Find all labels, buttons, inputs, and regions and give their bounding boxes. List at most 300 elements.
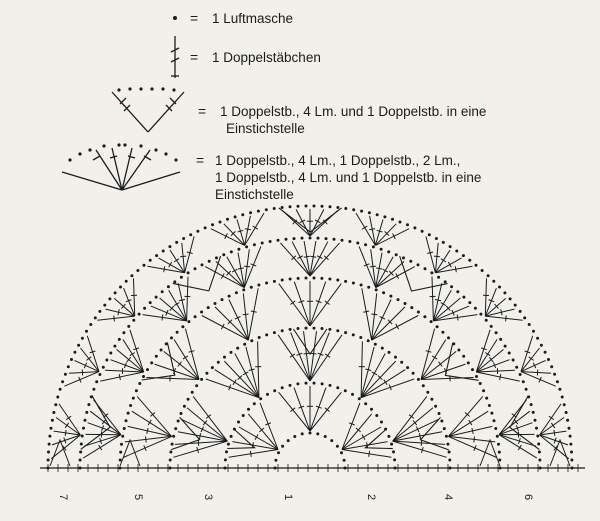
chain-dot — [388, 351, 391, 354]
chain-dot — [503, 291, 506, 294]
chain-dot — [490, 412, 493, 415]
stitch-bar — [363, 311, 369, 312]
chain-dot — [281, 279, 284, 282]
fan-stitch-group — [393, 396, 447, 457]
double-stitch — [372, 293, 377, 340]
chain-dot — [309, 432, 312, 435]
chain-dot — [305, 382, 308, 385]
chain-dot — [570, 459, 573, 462]
chain-dot — [437, 276, 440, 279]
double-stitch — [123, 339, 144, 372]
fan-stitch-group — [211, 213, 264, 245]
chain-dot — [182, 237, 185, 240]
chain-dot — [174, 427, 177, 430]
chain-dot — [273, 280, 276, 283]
double-stitch — [393, 396, 427, 441]
double-stitch — [448, 426, 492, 436]
chain-dot — [89, 323, 92, 326]
chain-dot — [390, 443, 393, 446]
stitch-bar — [419, 433, 420, 439]
double-stitch — [128, 426, 172, 436]
double-stitch — [448, 396, 482, 436]
chain-dot — [333, 238, 336, 241]
chain-dot — [523, 316, 526, 319]
double-stitch — [393, 432, 442, 441]
stitch-bar — [469, 420, 472, 425]
chain-dot — [336, 329, 339, 332]
chain-dot — [201, 263, 204, 266]
fan-stitch-group — [279, 281, 342, 326]
chain-dot — [382, 291, 385, 294]
chain-dot — [336, 445, 339, 448]
double-stitch — [433, 290, 451, 321]
chain-dot — [383, 215, 386, 218]
chain-dot — [194, 315, 197, 318]
stitch-bar — [304, 353, 310, 354]
chain-dot — [569, 443, 572, 446]
chain-dot — [475, 264, 478, 267]
chain-dot — [467, 361, 470, 364]
chain-dot — [397, 298, 400, 301]
chain-dot — [430, 320, 433, 323]
chain-dot — [515, 366, 518, 369]
v-shell-group — [173, 256, 221, 291]
stitch-bar — [371, 314, 377, 315]
double-stitch — [52, 435, 80, 445]
v-shell — [173, 256, 221, 291]
chain-dot — [208, 260, 211, 263]
v-shell — [227, 429, 254, 448]
stitch-bar — [529, 357, 534, 361]
chain-dot — [94, 316, 97, 319]
chain-dot — [187, 320, 190, 323]
chain-dot — [168, 245, 171, 248]
chain-dot — [249, 211, 252, 214]
stitch-bar — [238, 268, 244, 269]
stitch-bar — [255, 435, 258, 440]
chain-dot — [123, 427, 126, 430]
stitch-bar — [362, 226, 367, 229]
double-stitch — [87, 336, 99, 372]
row-label: 4 — [442, 493, 454, 501]
stitch-bar — [311, 353, 317, 354]
double-stitch — [476, 339, 497, 372]
chain-dot — [509, 297, 512, 300]
legend-equals-4: = — [196, 152, 205, 168]
chain-dot — [424, 267, 427, 270]
chain-dot — [434, 405, 437, 408]
chain-dot — [395, 253, 398, 256]
chain-dot — [167, 285, 170, 288]
chain-dot — [169, 451, 172, 454]
stitch-bar — [66, 416, 71, 419]
stitch-bar — [164, 266, 165, 272]
double-stitch — [215, 307, 248, 340]
stitch-bar — [250, 451, 251, 457]
stitch-bar — [99, 445, 102, 450]
v-shell-group — [81, 395, 110, 449]
chain-dot — [495, 331, 498, 334]
double-stitch — [74, 360, 99, 371]
chain-dot — [226, 218, 229, 221]
chain-dot — [237, 248, 240, 251]
stitch-bar — [179, 300, 185, 301]
double-stitch — [310, 388, 326, 431]
chain-dot — [245, 245, 248, 248]
double-stitch — [202, 316, 249, 341]
chain-dot — [109, 352, 112, 355]
double-stitch — [485, 316, 522, 320]
chain-dot — [352, 208, 355, 211]
chain-dot — [364, 402, 367, 405]
chain-dot — [547, 358, 550, 361]
chain-dot — [550, 365, 553, 368]
chain-dot — [430, 398, 433, 401]
chain-dot — [222, 253, 225, 256]
double-stitch — [137, 396, 171, 436]
chain-dot — [498, 451, 501, 454]
fan-stitch-group — [229, 403, 278, 457]
chain-dot — [426, 391, 429, 394]
chain-dot — [305, 277, 308, 280]
double-stitch — [243, 293, 248, 340]
stitch-bar — [147, 428, 148, 434]
chain-dot — [143, 264, 146, 267]
edge-triangle — [550, 440, 570, 466]
chain-dot — [471, 368, 474, 371]
chain-dot — [217, 361, 220, 364]
chain-dot — [485, 319, 488, 322]
chain-dot — [367, 339, 370, 342]
stitch-bar — [472, 428, 473, 434]
chain-dot — [423, 315, 426, 318]
chain-dot — [187, 398, 190, 401]
fan-stitch-group — [206, 341, 261, 397]
fan-stitch-group — [97, 278, 137, 321]
stitch-bar — [200, 433, 201, 439]
chain-dot — [230, 250, 233, 253]
chain-dot — [462, 254, 465, 257]
chain-dot — [313, 327, 316, 330]
stitch-bar — [65, 423, 69, 428]
fan-stitch-group — [100, 330, 143, 381]
chain-dot — [85, 330, 88, 333]
stitch-bar — [506, 315, 507, 321]
chain-dot — [325, 237, 328, 240]
chain-dot — [367, 286, 370, 289]
double-stitch — [83, 435, 121, 458]
chain-dot — [281, 329, 284, 332]
chain-dot — [532, 330, 535, 333]
double-stitch — [185, 236, 195, 272]
chain-dot — [48, 435, 51, 438]
chain-dot — [132, 319, 135, 322]
chain-dot — [321, 382, 324, 385]
stitch-bar — [146, 436, 147, 442]
chain-dot — [265, 333, 268, 336]
stitch-bar — [370, 266, 376, 267]
chain-dot — [230, 351, 233, 354]
edge-triangle — [50, 440, 70, 466]
chain-dot — [321, 327, 324, 330]
chain-dot — [450, 285, 453, 288]
chain-dot — [392, 450, 395, 453]
stitch-bar — [325, 354, 330, 357]
chain-dot — [492, 280, 495, 283]
chain-dot — [274, 459, 277, 462]
chain-dot — [108, 297, 111, 300]
chain-dot — [102, 366, 105, 369]
chain-dot — [474, 307, 477, 310]
chain-dot — [321, 205, 324, 208]
chain-dot — [258, 336, 261, 339]
chain-dot — [393, 458, 396, 461]
chain-dot — [149, 301, 152, 304]
fan-stitch-group — [476, 330, 519, 381]
chain-dot — [225, 450, 228, 453]
chain-dot — [98, 373, 101, 376]
stitch-bar — [290, 301, 295, 305]
chain-dot — [281, 386, 284, 389]
double-stitch — [64, 372, 99, 387]
chain-dot — [404, 302, 407, 305]
chain-dot — [84, 419, 87, 422]
double-stitch — [294, 282, 310, 326]
chain-dot — [519, 310, 522, 313]
double-stitch — [485, 278, 486, 316]
chain-dot — [287, 439, 290, 442]
stitch-bar — [162, 315, 163, 321]
double-stitch — [97, 316, 134, 320]
chain-dot — [52, 411, 55, 414]
chain-dot — [230, 435, 233, 438]
fan-stitch-group — [146, 329, 199, 382]
chain-dot — [143, 307, 146, 310]
chain-dot — [181, 325, 184, 328]
chain-dot — [490, 325, 493, 328]
legend-equals-3: = — [198, 103, 207, 119]
stitch-bar — [384, 380, 387, 385]
chain-dot — [487, 274, 490, 277]
chain-dot — [47, 459, 50, 462]
chain-dot — [344, 467, 347, 470]
chain-dot — [446, 443, 449, 446]
chain-dot — [448, 459, 451, 462]
chain-dot — [80, 443, 83, 446]
chain-dot — [281, 206, 284, 209]
chain-dot — [118, 338, 121, 341]
fan-stitch-group — [426, 236, 473, 272]
chain-dot — [265, 208, 268, 211]
chain-dot — [273, 331, 276, 334]
chain-dot — [536, 435, 539, 438]
chain-dot — [127, 325, 130, 328]
chain-dot — [536, 337, 539, 340]
chain-dot — [81, 337, 84, 340]
chain-dot — [161, 290, 164, 293]
chain-dot — [221, 298, 224, 301]
fan-stitch-group — [359, 246, 415, 287]
chain-dot — [462, 296, 465, 299]
chain-dot — [313, 205, 316, 208]
double-stitch — [499, 435, 537, 458]
double-stitch — [187, 277, 188, 321]
chain-dot — [285, 238, 288, 241]
chain-dot — [296, 382, 299, 385]
chain-dot — [563, 403, 566, 406]
chain-dot — [320, 277, 323, 280]
stitch-bar — [369, 451, 370, 457]
chain-dot — [196, 230, 199, 233]
chain-dot — [530, 403, 533, 406]
edge-triangle — [480, 440, 500, 466]
stitch-bar — [253, 226, 258, 229]
chain-dot — [119, 451, 122, 454]
chain-dot — [269, 240, 272, 243]
chain-dot — [205, 372, 208, 375]
chain-dot — [344, 389, 347, 392]
chain-dot — [138, 313, 141, 316]
v-shell — [365, 430, 392, 449]
chain-dot — [273, 389, 276, 392]
row-label: 1 — [282, 493, 294, 501]
double-stitch — [499, 435, 536, 447]
chain-dot — [293, 435, 296, 438]
double-stitch — [540, 404, 561, 435]
chain-dot — [348, 240, 351, 243]
double-stitch — [521, 348, 540, 372]
stitch-bar — [518, 445, 521, 450]
double-stitch — [84, 435, 121, 447]
stitch-bar — [501, 309, 502, 315]
chain-dot — [558, 388, 561, 391]
chain-dot — [85, 411, 88, 414]
chain-dot — [67, 365, 70, 368]
chain-dot — [368, 211, 371, 214]
chain-dot — [176, 331, 179, 334]
chain-dot — [376, 213, 379, 216]
chain-dot — [456, 290, 459, 293]
stitch-bar — [180, 256, 186, 257]
double-stitch — [421, 329, 435, 380]
chain-dot — [105, 359, 108, 362]
double-stitch — [310, 284, 341, 326]
chain-dot — [344, 331, 347, 334]
double-stitch — [521, 372, 556, 387]
chain-dot — [329, 205, 332, 208]
chain-dot — [79, 467, 82, 470]
chain-dot — [87, 403, 90, 406]
v-shell-group — [445, 343, 478, 381]
chain-dot — [499, 338, 502, 341]
stitch-bar — [369, 229, 375, 230]
chain-dot — [120, 443, 123, 446]
stitch-bar — [455, 266, 456, 272]
chain-dot — [237, 421, 240, 424]
chain-dot — [61, 380, 64, 383]
chain-dot — [129, 404, 132, 407]
chain-dot — [370, 408, 373, 411]
chain-dot — [336, 386, 339, 389]
double-stitch — [426, 236, 436, 272]
double-stitch — [105, 370, 144, 372]
chain-dot — [250, 286, 253, 289]
stitch-bar — [169, 262, 172, 267]
chain-dot — [394, 467, 397, 470]
fan-stitch-group — [280, 241, 339, 276]
v-shell-group — [365, 430, 392, 449]
fan-stitch-group — [83, 400, 121, 458]
chain-dot — [519, 373, 522, 376]
chain-dot — [309, 237, 312, 240]
double-stitch — [372, 316, 419, 341]
chain-dot — [73, 351, 76, 354]
chain-dot — [400, 361, 403, 364]
chain-dot — [215, 256, 218, 259]
chain-dot — [496, 435, 499, 438]
stitch-bar — [448, 262, 451, 267]
chain-dot — [301, 432, 304, 435]
stitch-bar — [435, 300, 441, 301]
row-label: 3 — [202, 493, 214, 501]
chain-dot — [180, 412, 183, 415]
double-stitch — [361, 379, 414, 398]
chain-dot — [51, 419, 54, 422]
chain-dot — [207, 306, 210, 309]
stitch-bar — [118, 309, 119, 315]
chain-dot — [409, 260, 412, 263]
chain-dot — [242, 288, 245, 291]
chain-dot — [556, 380, 559, 383]
chain-dot — [317, 237, 320, 240]
legend-equals-1: = — [190, 10, 199, 26]
chain-dot — [204, 226, 207, 229]
chain-dot — [127, 412, 130, 415]
chain-dot — [539, 467, 542, 470]
stitch-bar — [244, 266, 250, 267]
stitch-bar — [65, 430, 66, 436]
legend-equals-2: = — [190, 49, 199, 65]
chain-dot — [224, 458, 227, 461]
double-stitch — [279, 284, 310, 326]
chain-dot — [195, 384, 198, 387]
chain-dot — [504, 345, 507, 348]
chain-dot — [191, 391, 194, 394]
chain-dot — [293, 237, 296, 240]
v-shell — [142, 343, 175, 381]
chain-dot — [410, 306, 413, 309]
chain-dot — [121, 435, 124, 438]
chain-dot — [375, 414, 378, 417]
chain-dot — [189, 233, 192, 236]
chain-dot — [481, 269, 484, 272]
double-stitch — [134, 278, 135, 316]
stitch-bar — [549, 416, 554, 419]
stitch-bar — [434, 256, 440, 257]
chain-dot — [360, 284, 363, 287]
double-stitch — [169, 290, 187, 321]
chain-dot — [236, 347, 239, 350]
stitch-bar — [148, 420, 151, 425]
chain-dot — [494, 427, 497, 430]
chain-dot — [47, 451, 50, 454]
fan-stitch-group — [64, 336, 99, 386]
chain-dot — [364, 243, 367, 246]
chain-dot — [352, 282, 355, 285]
chain-dot — [281, 445, 284, 448]
chain-dot — [79, 459, 82, 462]
chain-dot — [482, 389, 485, 392]
